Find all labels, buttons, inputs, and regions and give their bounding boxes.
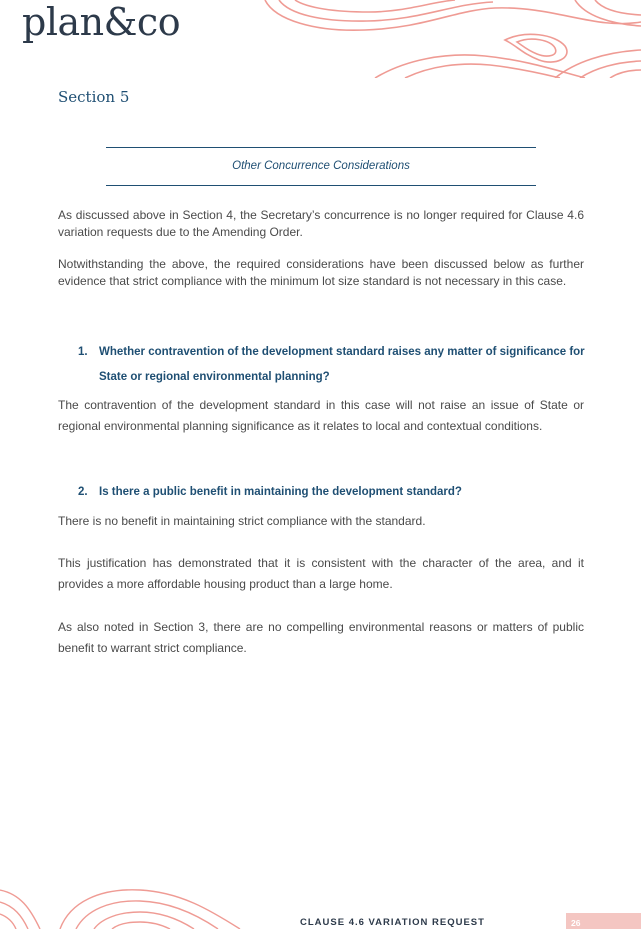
section-heading: Section 5 bbox=[58, 88, 130, 106]
logo: plan&co bbox=[22, 0, 181, 44]
paragraph-answer-1: The contravention of the development standard in this case will not raise an issue of State or regional environmental planning significance as it relates to local and contextual conditions. bbox=[58, 398, 584, 433]
divider-bottom bbox=[106, 185, 536, 186]
question-number: 2. bbox=[78, 486, 88, 498]
topographic-contour-icon bbox=[255, 0, 641, 78]
question-1 bbox=[78, 340, 598, 390]
paragraph-justification: This justification has demonstrated that it is consistent with the character of the area, and it provides a more affordable housing product than a large home. bbox=[58, 556, 584, 591]
topographic-contour-icon bbox=[0, 872, 260, 929]
paragraph-answer-2: There is no benefit in maintaining strict compliance with the standard. bbox=[58, 514, 426, 528]
paragraph-intro: As discussed above in Section 4, the Secretary’s concurrence is no longer required for Clause 4.6 variation requests due to the Amending Order. bbox=[58, 208, 584, 239]
footer-title: CLAUSE 4.6 VARIATION REQUEST bbox=[300, 917, 485, 928]
question-2 bbox=[78, 480, 598, 505]
section-subheading: Other Concurrence Considerations bbox=[232, 160, 410, 172]
question-text: Is there a public benefit in maintaining the development standard? bbox=[99, 486, 462, 498]
paragraph-section-3-note: As also noted in Section 3, there are no compelling environmental reasons or matters of public benefit to warrant strict compliance. bbox=[58, 620, 584, 655]
divider-top bbox=[106, 147, 536, 148]
question-number: 1. bbox=[78, 346, 88, 358]
question-text: Whether contravention of the development standard raises any matter of significance for State or regional environmental planning? bbox=[99, 346, 585, 383]
page-number: 26 bbox=[571, 918, 581, 928]
paragraph-notwithstanding: Notwithstanding the above, the required considerations have been discussed below as further evidence that strict compliance with the minimum lot size standard is not necessary in this case. bbox=[58, 257, 584, 288]
